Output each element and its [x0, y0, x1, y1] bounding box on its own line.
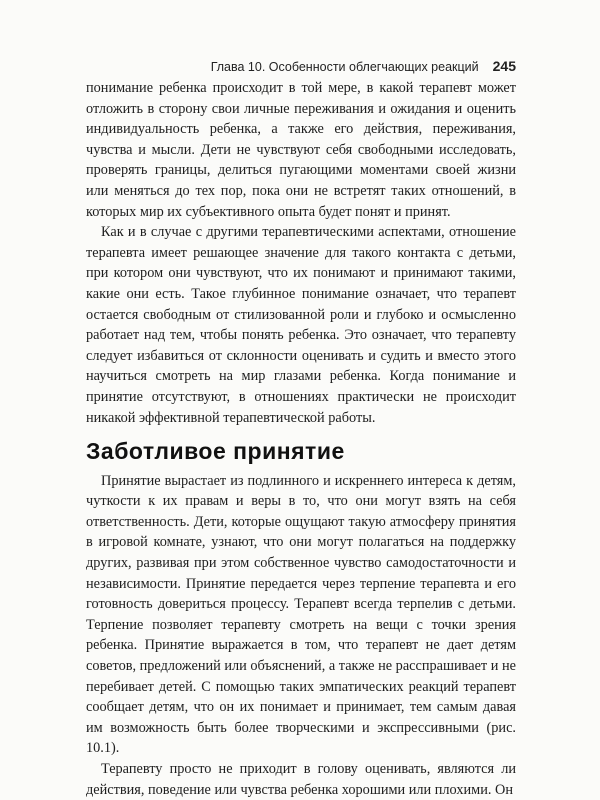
chapter-title: Глава 10. Особенности облегчающих реакций [210, 60, 479, 74]
running-header [211, 58, 516, 74]
page-number: 245 [492, 58, 516, 74]
section-heading: Заботливое принятие [86, 438, 345, 465]
paragraph: Как и в случае с другими терапевтическими аспектами, отношение терапевта имеет решающее значение для такого контакта с детьми, при котором они чувствуют, что их понимают и принимают такими, какие они есть. Такое глубинное понимание означает, что терапевт остается свободным от стилизованной роли и глубоко и осмысленно работает над тем, чтобы понять ребенка. Это означает, что терапевту следует избавиться от склонности оценивать и судить и вместо этого научиться смотреть на мир глазами ребенка. Когда понимание и принятие отсутствуют, в отношениях практически не происходит никакой эффективной терапевтической работы. [86, 224, 516, 426]
page-body [86, 78, 516, 800]
paragraph: понимание ребенка происходит в той мере, в какой терапевт может отложить в сторону свои личные переживания и ожидания и оценить индивидуальность ребенка, а также его действия, переживания, чувства и мысли. Дети не чувствуют себя свободными исследовать, проверять границы, делиться пугающими моментами своей жизни или меняться до тех пор, пока они не встретят таких отношений, в которых мир их субъективного опыта будет понят и принят. [86, 80, 516, 220]
paragraph: Терапевту просто не приходит в голову оценивать, являются ли действия, поведение или чувства ребенка хорошими или плохими. Он [86, 761, 516, 798]
paragraph: Принятие вырастает из подлинного и искреннего интереса к детям, чуткости к их правам и веры в то, что они могут взять на себя ответственность. Дети, которые ощущают такую атмосферу принятия в игровой комнате, узнают, что они могут полагаться на поддержку других, развивая при этом собственное чувство самодостаточности и независимости. Принятие передается через терпение терапевта и его готовность довериться процессу. Терапевт всегда терпелив с детьми. Терпение позволяет терапевту смотреть на вещи с точки зрения ребенка. Принятие выражается в том, что терапевт не дает детям советов, предложений или объяснений, а также не расспрашивает и не перебивает детей. С помощью таких эмпатических реакций терапевт сообщает детям, что он их понимает и принимает, тем самым давая им возможность быть более творческими и экспрессивными (рис. 10.1). [86, 472, 516, 757]
